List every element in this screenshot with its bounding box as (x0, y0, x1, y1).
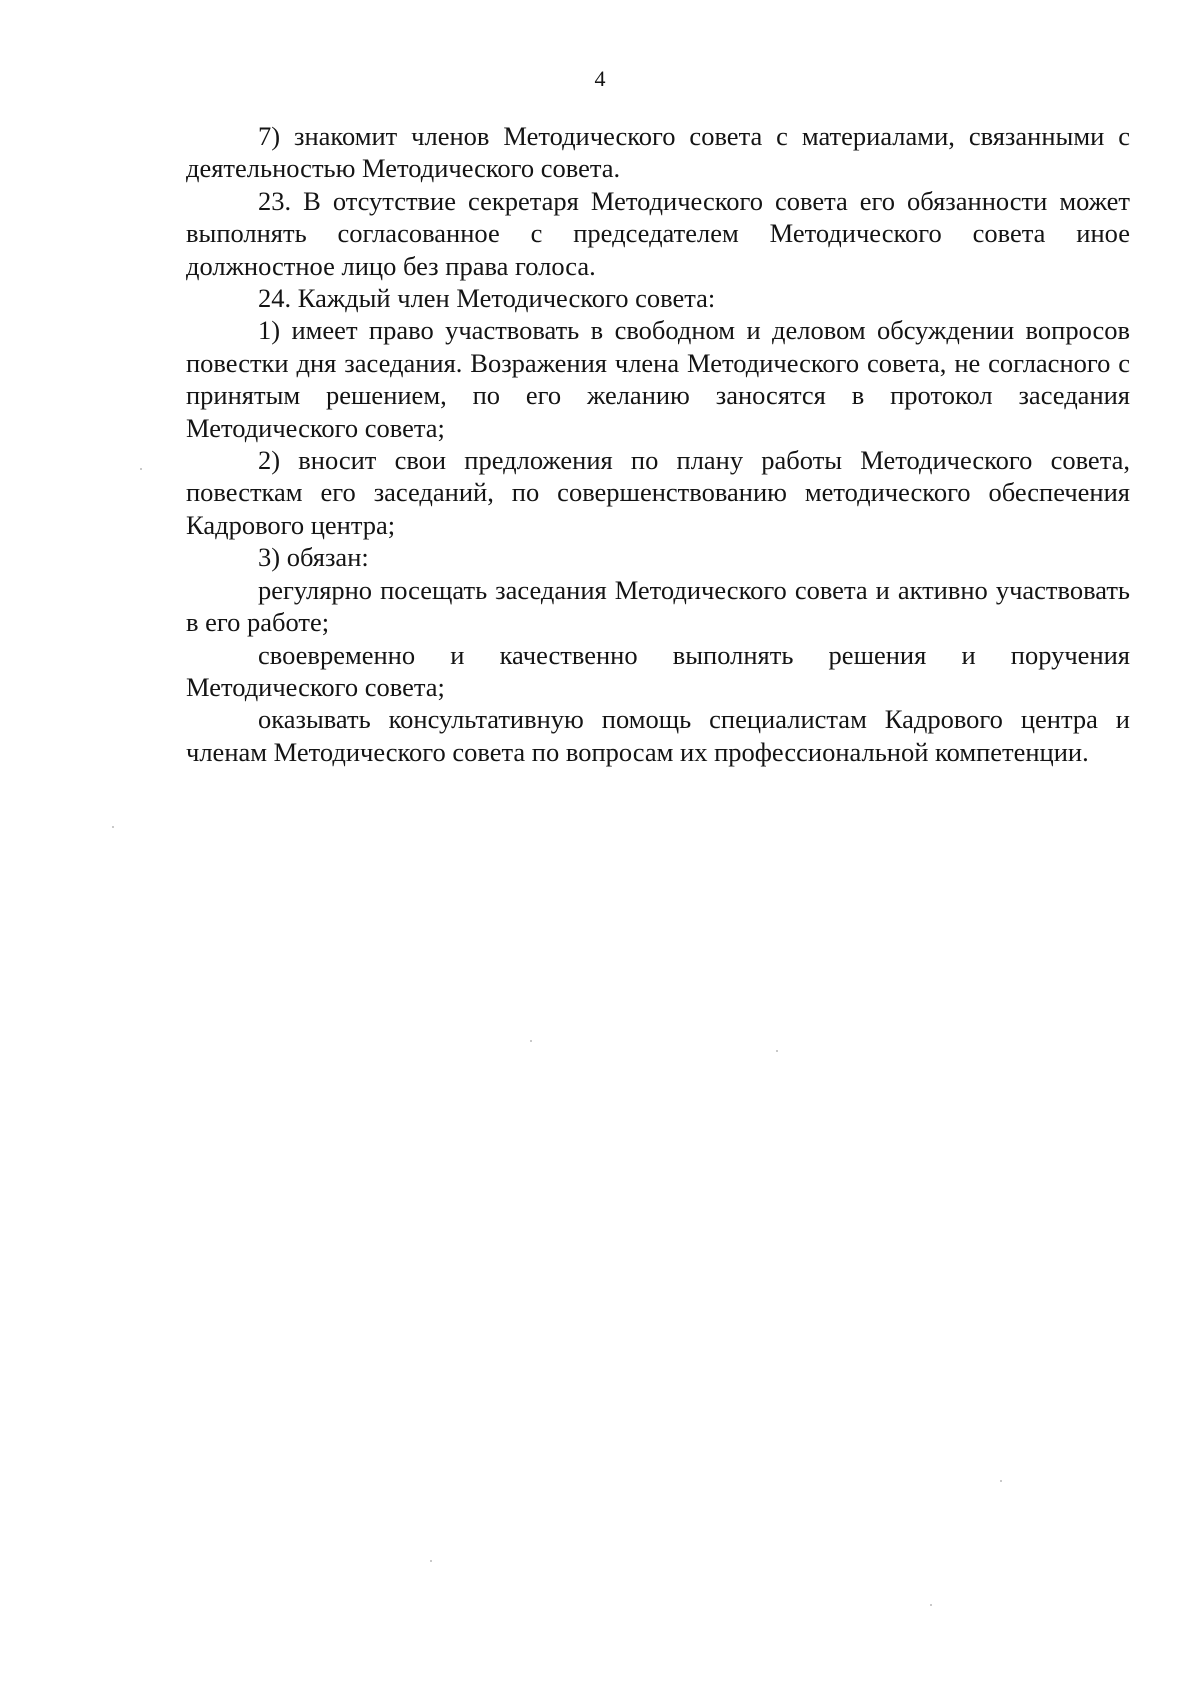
paragraph-item-7: 7) знакомит членов Методического совета с материалами, связанными с деятельностью Методического совета. (186, 121, 1130, 184)
paragraph-right-2: 2) вносит свои предложения по плану работы Методического совета, повесткам его заседаний, по совершенствованию методического обеспечения Кадрового центра; (186, 445, 1130, 540)
paragraph-duty-consult: оказывать консультативную помощь специалистам Кадрового центра и членам Методического совета по вопросам их профессиональной компетенции. (186, 704, 1130, 767)
paragraph-duty-execute: своевременно и качественно выполнять решения и поручения Методического совета; (186, 639, 1130, 702)
paragraph-duty-attend: регулярно посещать заседания Методического совета и активно участвовать в его работе; (186, 574, 1130, 638)
paragraph-duty-3: 3) обязан: (258, 542, 369, 573)
paragraph-clause-23: 23. В отсутствие секретаря Методического совета его обязанности может выполнять согласованное с председателем Методического совета иное должностное лицо без права голоса. (186, 185, 1130, 281)
document-body (186, 120, 1130, 768)
page-number: 4 (594, 66, 606, 91)
paragraph-right-1: 1) имеет право участвовать в свободном и деловом обсуждении вопросов повестки дня заседания. Возражения члена Методического совета, не согласного с принятым решением, по его желанию заносятся в протокол заседания Методического совета; (186, 315, 1130, 443)
paragraph-clause-24: 24. Каждый член Методического совета: (258, 283, 716, 314)
